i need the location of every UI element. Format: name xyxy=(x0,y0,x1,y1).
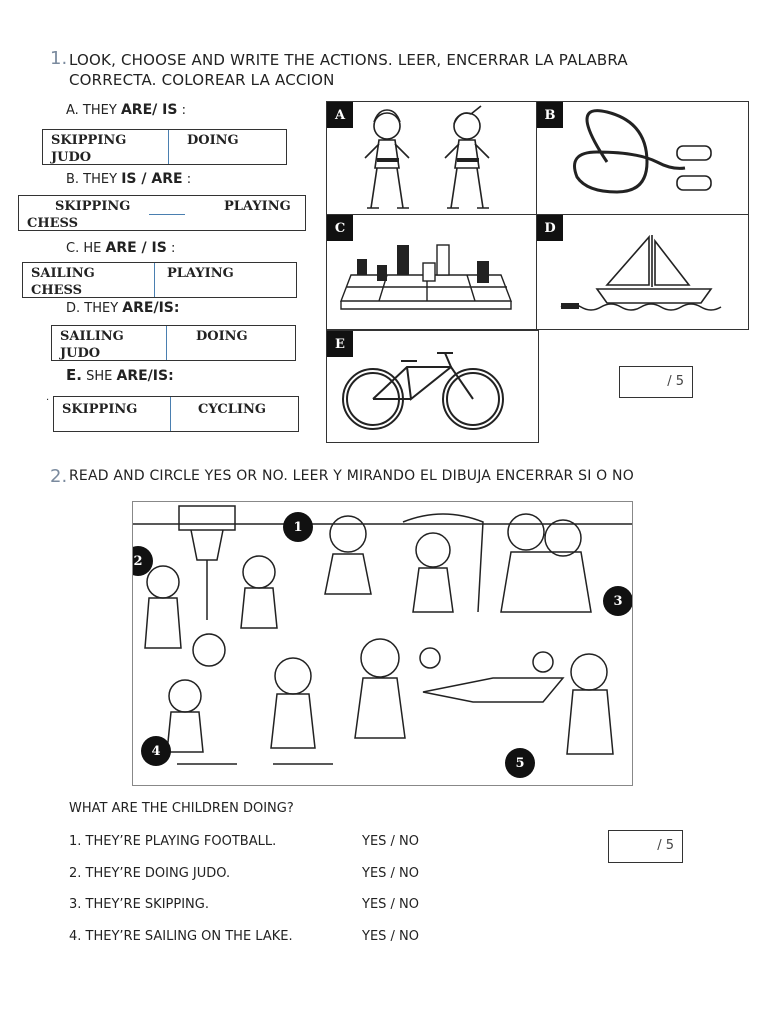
question-1-text: 1. THEY’RE PLAYING FOOTBALL. xyxy=(69,834,277,849)
section1-title-line1: LOOK, CHOOSE AND WRITE THE ACTIONS. LEER, ENCERRAR LA PALABRA xyxy=(69,51,628,69)
item-b-choice[interactable]: IS / ARE xyxy=(121,171,183,187)
section2-score-box[interactable]: / 5 xyxy=(608,830,683,863)
item-b-options xyxy=(18,195,306,231)
question-4-text: 4. THEY’RE SAILING ON THE LAKE. xyxy=(69,929,293,944)
question-1-answer[interactable]: YES / NO xyxy=(362,834,420,849)
picture-d-sailing xyxy=(536,214,749,330)
judo-kids-drawing xyxy=(327,102,538,216)
bicycle-drawing xyxy=(327,331,538,442)
item-b-label: B. THEY IS / ARE : xyxy=(66,171,192,187)
scene-marker-2: 2 xyxy=(132,546,153,576)
section1-score-box[interactable]: / 5 xyxy=(619,366,693,398)
question-heading: WHAT ARE THE CHILDREN DOING? xyxy=(69,801,294,816)
question-3-answer[interactable]: YES / NO xyxy=(362,897,420,912)
picture-b-skipping-rope xyxy=(536,101,749,217)
option-overflow-text: CHESS xyxy=(31,283,83,298)
item-e-choice[interactable]: ARE/IS: xyxy=(116,368,174,384)
scene-marker-4: 4 xyxy=(141,736,171,766)
question-2-answer[interactable]: YES / NO xyxy=(362,866,420,881)
picture-tag-e: E xyxy=(327,331,353,357)
picture-a-judo xyxy=(326,101,539,217)
playground-drawing xyxy=(133,502,632,785)
item-a-choice[interactable]: ARE/ IS xyxy=(120,102,178,118)
item-d-options xyxy=(51,325,296,361)
item-a-label: A. THEY ARE/ IS : xyxy=(66,102,186,118)
skipping-rope-drawing xyxy=(537,102,748,216)
option-doing[interactable]: DOING xyxy=(187,133,239,148)
item-c-label: C. HE ARE / IS : xyxy=(66,240,176,256)
item-a-options xyxy=(42,129,287,165)
item-c-choice[interactable]: ARE / IS xyxy=(105,240,167,256)
picture-c-chess xyxy=(326,214,539,330)
question-4-answer[interactable]: YES / NO xyxy=(362,929,420,944)
section1-title-line2: CORRECTA. COLOREAR LA ACCION xyxy=(69,71,335,89)
section2-title: READ AND CIRCLE YES OR NO. LEER Y MIRANDO EL DIBUJA ENCERRAR SI O NO xyxy=(69,468,634,484)
option-sailing[interactable]: SAILING xyxy=(31,266,95,281)
option-playing[interactable]: PLAYING xyxy=(224,199,291,214)
option-doing[interactable]: DOING xyxy=(196,329,248,344)
scene-marker-5: 5 xyxy=(505,748,535,778)
option-skipping[interactable]: SKIPPING xyxy=(51,133,127,148)
option-playing[interactable]: PLAYING xyxy=(167,266,234,281)
picture-e-bicycle xyxy=(326,330,539,443)
scene-marker-1: 1 xyxy=(283,512,313,542)
option-sailing[interactable]: SAILING xyxy=(60,329,124,344)
question-3-text: 3. THEY’RE SKIPPING. xyxy=(69,897,209,912)
section1-number: 1. xyxy=(50,48,68,69)
option-skipping[interactable]: SKIPPING xyxy=(55,199,131,214)
section2-number: 2. xyxy=(50,466,68,487)
item-d-choice[interactable]: ARE/IS: xyxy=(122,300,180,316)
option-overflow-text: CHESS xyxy=(27,216,79,231)
picture-tag-a: A xyxy=(327,102,353,128)
chess-board-drawing xyxy=(327,215,538,329)
item-d-label: D. THEY ARE/IS: xyxy=(66,300,180,316)
option-overflow-text: JUDO xyxy=(51,150,92,165)
picture-tag-b: B xyxy=(537,102,563,128)
item-c-options xyxy=(22,262,297,298)
scene-marker-3: 3 xyxy=(603,586,633,616)
option-skipping[interactable]: SKIPPING xyxy=(62,402,138,417)
picture-tag-c: C xyxy=(327,215,353,241)
option-cycling[interactable]: CYCLING xyxy=(198,402,266,417)
picture-tag-d: D xyxy=(537,215,563,241)
playground-scene xyxy=(132,501,633,786)
item-e-options xyxy=(53,396,299,432)
sailboat-drawing xyxy=(537,215,748,329)
item-e-label: E. SHE ARE/IS: xyxy=(66,366,174,384)
question-2-text: 2. THEY’RE DOING JUDO. xyxy=(69,866,231,881)
option-overflow-text: JUDO xyxy=(60,346,101,361)
